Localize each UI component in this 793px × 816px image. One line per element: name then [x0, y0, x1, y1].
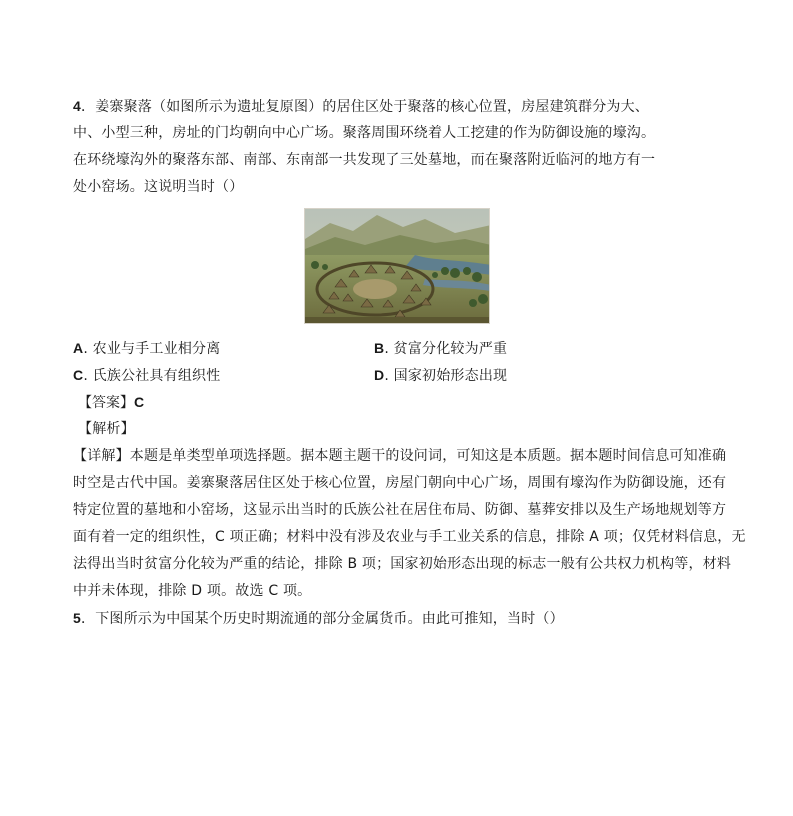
analysis-label: 【解析】 [78, 421, 135, 437]
option-d-key: D [374, 367, 385, 383]
q4-stem-line-3: 在环绕壕沟外的聚落东部、南部、东南部一共发现了三处墓地，而在聚落附近临河的地方有一 [73, 152, 656, 168]
answer-line [78, 393, 144, 412]
detail-line-3: 特定位置的墓地和小窑场，这显示出当时的氏族公社在居住布局、防御、墓葬安排以及生产场地规划等方 [73, 502, 727, 518]
option-b-dot: . [384, 341, 394, 357]
answer-label: 【答案】 [78, 395, 134, 411]
question-5-number: 5 [73, 610, 81, 626]
detail-line-2: 时空是古代中国。姜寨聚落居住区处于核心位置，房屋门朝向中心广场，周围有壕沟作为防御设施，还有 [73, 475, 727, 491]
option-a [73, 339, 220, 358]
option-c-key: C [73, 367, 84, 383]
q4-stem-line-2: 中、小型三种，房址的门均朝向中心广场。聚落周围环绕着人工挖建的作为防御设施的壕沟。 [73, 125, 656, 141]
option-b-text: 贫富分化较为严重 [393, 341, 508, 357]
detail-line-5: 法得出当时贫富分化较为严重的结论，排除 B 项；国家初始形态出现的标志一般有公共权力机构等，材料 [73, 556, 732, 572]
q5-stem [73, 609, 564, 628]
option-d-text: 国家初始形态出现 [393, 368, 508, 384]
detail-line-1: 【详解】本题是单类型单项选择题。据本题主题干的设问词，可知这是本质题。据本题时间信息可知准确 [73, 448, 727, 464]
question-number-dot: ． [81, 99, 96, 115]
option-d [374, 366, 507, 385]
question-5-number-dot: ． [81, 611, 96, 627]
q4-stem-text-1: 姜寨聚落（如图所示为遗址复原图）的居住区处于聚落的核心位置，房屋建筑群分为大、 [95, 99, 650, 115]
question-number: 4 [73, 98, 81, 114]
option-c-dot: . [83, 368, 93, 384]
option-d-dot: . [384, 368, 394, 384]
option-c-text: 氏族公社具有组织性 [92, 368, 221, 384]
settlement-reconstruction-image [304, 208, 490, 324]
q4-stem-line-1 [73, 97, 649, 116]
detail-line-4: 面有着一定的组织性，C 项正确；材料中没有涉及农业与手工业关系的信息，排除 A 项；仅凭材料信息，无 [73, 529, 746, 545]
q4-stem-line-4: 处小窑场。这说明当时（） [73, 179, 244, 195]
option-b-key: B [374, 340, 385, 356]
detail-line-6: 中并未体现，排除 D 项。故选 C 项。 [73, 583, 312, 599]
option-c [73, 366, 220, 385]
answer-value: C [134, 394, 145, 410]
option-a-key: A [73, 340, 84, 356]
option-a-text: 农业与手工业相分离 [92, 341, 221, 357]
option-a-dot: . [83, 341, 93, 357]
q5-stem-text: 下图所示为中国某个历史时期流通的部分金属货币。由此可推知，当时（） [95, 611, 564, 627]
option-b [374, 339, 507, 358]
